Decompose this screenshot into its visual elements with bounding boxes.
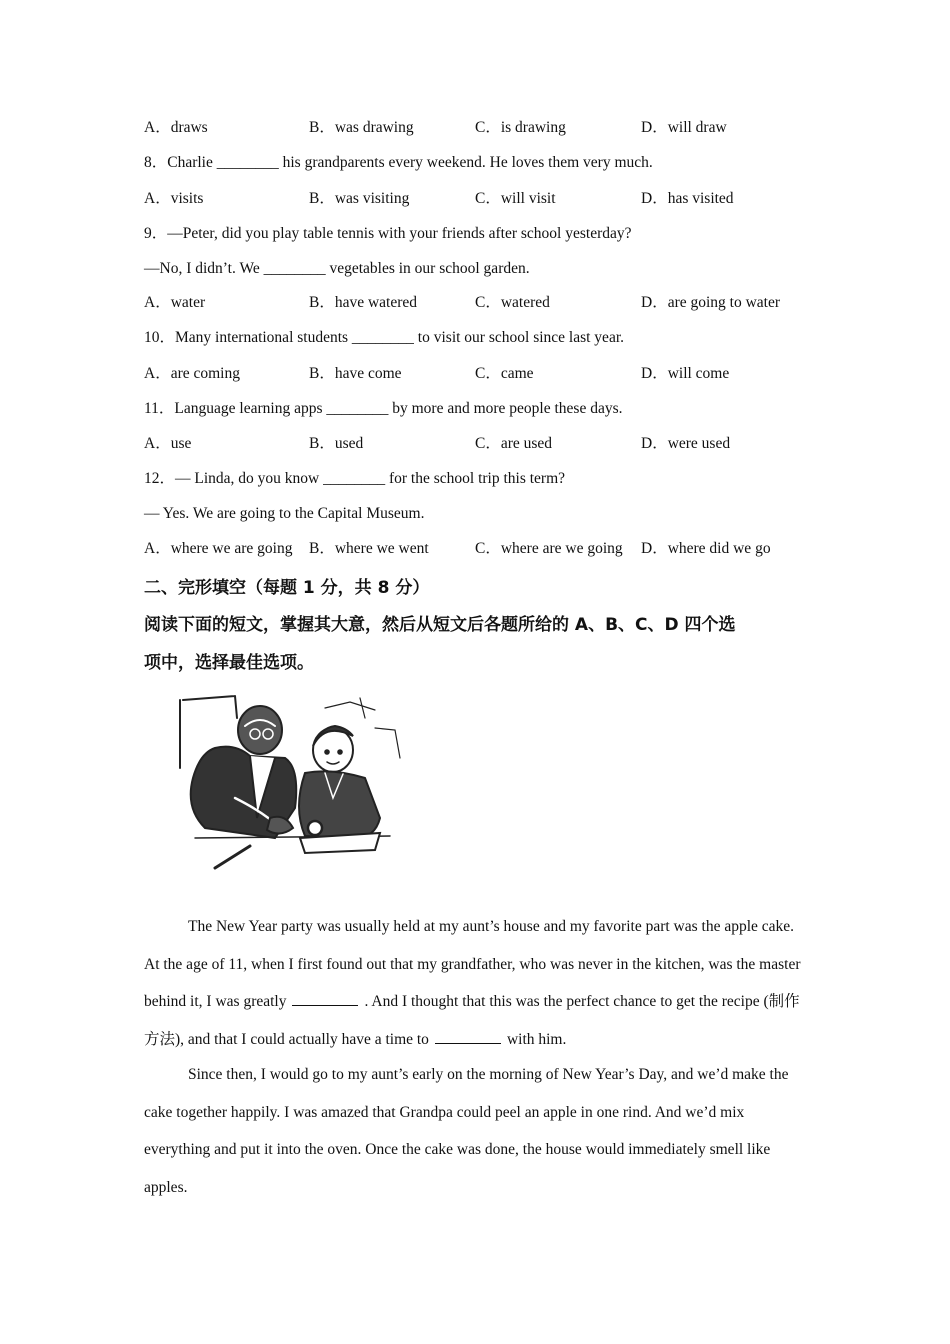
q9-option-a: A．water <box>144 294 206 311</box>
q11-stem: 11．Language learning apps ________ by more and more people these days. <box>144 400 623 417</box>
q7-option-c: C．is drawing <box>475 119 566 136</box>
q10-option-c: C．came <box>475 365 534 382</box>
q12-option-d: D．where did we go <box>641 540 771 557</box>
q11-options <box>144 434 844 454</box>
q8-option-d: D．has visited <box>641 190 734 207</box>
q8-options <box>144 189 844 209</box>
q10-stem: 10．Many international students ________ to visit our school since last year. <box>144 329 625 346</box>
q11-option-b: B．used <box>309 435 364 452</box>
blank-1 <box>292 991 358 1006</box>
q10-option-b: B．have come <box>309 365 402 382</box>
q12-stem-reply: — Yes. We are going to the Capital Museum. <box>144 505 425 522</box>
q12-option-b: B．where we went <box>309 540 429 557</box>
q10-options <box>144 364 844 384</box>
q7-option-b: B．was drawing <box>309 119 414 136</box>
passage-paragraph-1 <box>144 908 810 1058</box>
section-instruction-2: 项中，选择最佳选项。 <box>144 653 314 673</box>
q8-option-b: B．was visiting <box>309 190 410 207</box>
q12-options <box>144 539 844 559</box>
q9-options <box>144 293 844 313</box>
passage-p1-part-a: The New Year party was usually held at my aunt’s house and my favorite part was the apple cake. At the age of 11, when I first found out that my grandfather, who was never in the kitchen, was the master behind it, I was greatly <box>144 918 801 1010</box>
q8-option-a: A．visits <box>144 190 204 207</box>
section-title: 二、完形填空（每题 1 分，共 8 分） <box>144 578 430 598</box>
q12-stem: 12．— Linda, do you know ________ for the school trip this term? <box>144 470 566 487</box>
grandfather-boy-illustration <box>175 688 405 878</box>
q10-option-d: D．will come <box>641 365 730 382</box>
q7-option-d: D．will draw <box>641 119 727 136</box>
q9-stem: 9．—Peter, did you play table tennis with your friends after school yesterday? <box>144 225 632 242</box>
section-instruction-1: 阅读下面的短文，掌握其大意，然后从短文后各题所给的 A、B、C、D 四个选 <box>144 615 736 635</box>
q11-option-a: A．use <box>144 435 192 452</box>
q11-option-c: C．are used <box>475 435 553 452</box>
q9-option-b: B．have watered <box>309 294 418 311</box>
q11-option-d: D．were used <box>641 435 731 452</box>
q7-options <box>144 118 844 138</box>
passage-p1-part-c: with him. <box>506 1030 567 1048</box>
q12-option-c: C．where are we going <box>475 540 623 557</box>
q9-stem-reply: —No, I didn’t. We ________ vegetables in our school garden. <box>144 260 530 277</box>
q9-option-c: C．watered <box>475 294 550 311</box>
q10-option-a: A．are coming <box>144 365 240 382</box>
q8-stem: 8．Charlie ________ his grandparents every weekend. He loves them very much. <box>144 154 653 171</box>
q12-option-a: A．where we are going <box>144 540 293 557</box>
passage-paragraph-2: Since then, I would go to my aunt’s early on the morning of New Year’s Day, and we’d make the cake together happily. I was amazed that Grandpa could peel an apple in one rind. And we’d mix everything and put it into the oven. Once the cake was done, the house would immediately smell like apples. <box>144 1066 789 1196</box>
q7-option-a: A．draws <box>144 119 208 136</box>
q9-option-d: D．are going to water <box>641 294 781 311</box>
blank-2 <box>435 1029 501 1044</box>
q8-option-c: C．will visit <box>475 190 556 207</box>
passage-p1-part-b: . And I thought that this was the perfect chance to get the recipe (制作方法), and that I could actually have a time to <box>144 993 800 1048</box>
